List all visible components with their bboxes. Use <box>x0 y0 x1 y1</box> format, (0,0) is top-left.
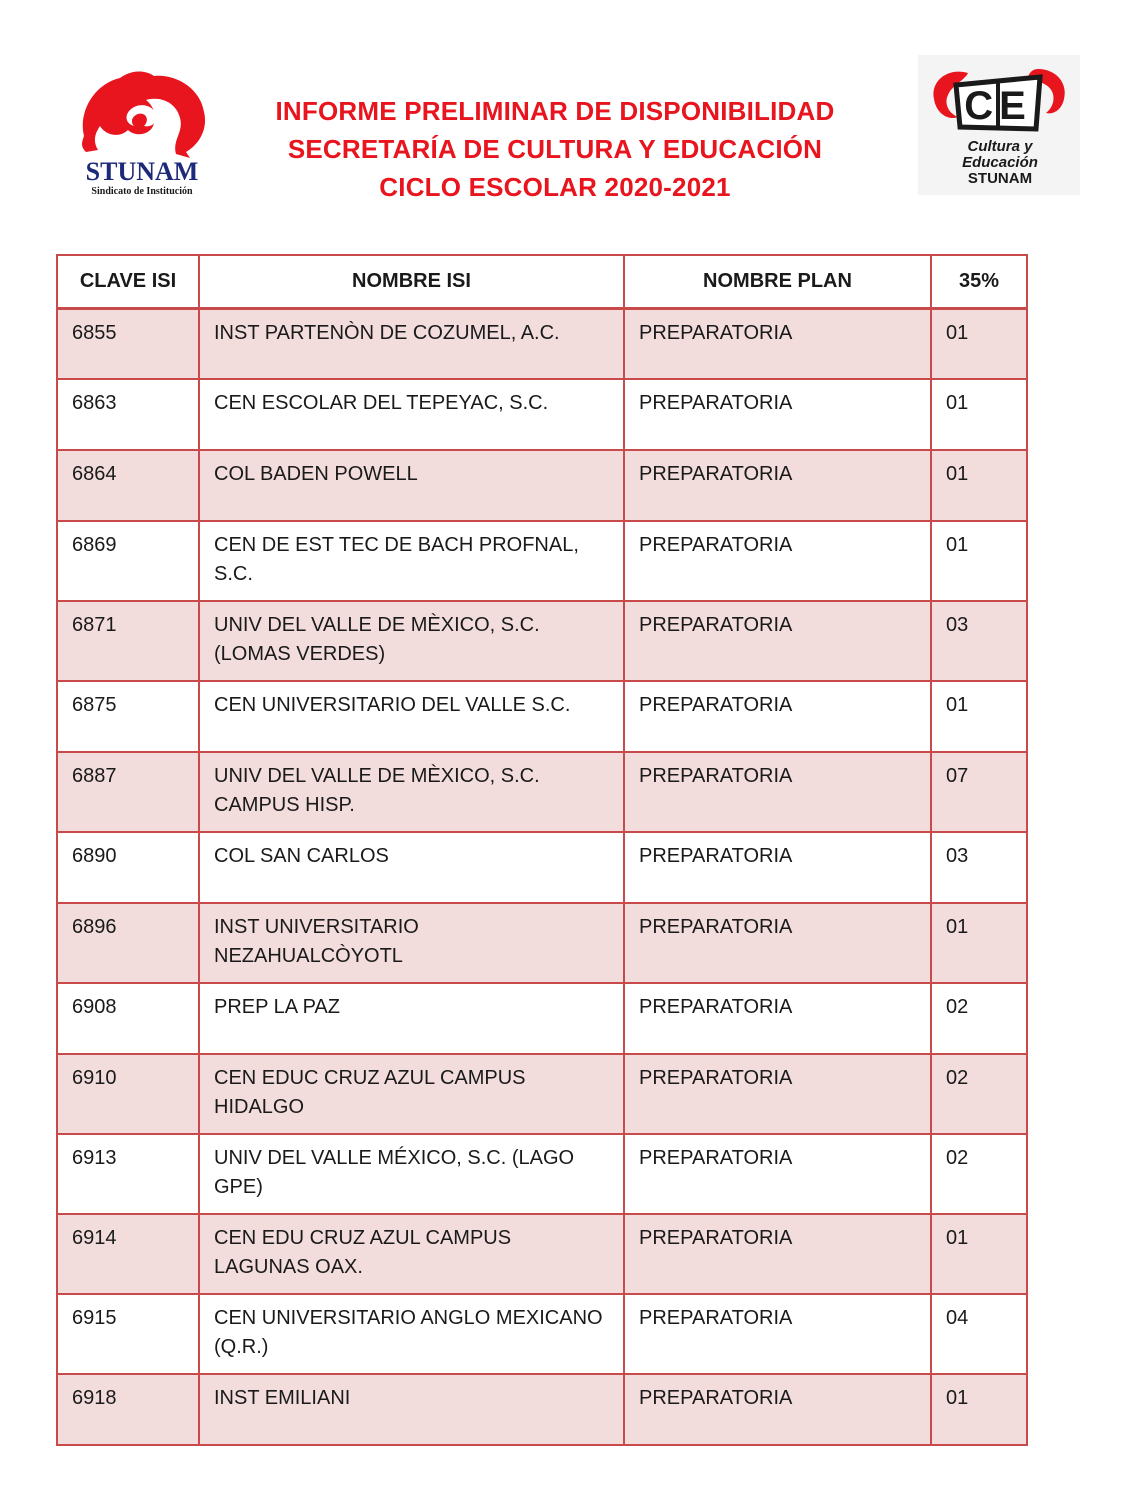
cell-35-percent: 01 <box>931 1374 1027 1445</box>
cell-35-percent: 01 <box>931 308 1027 379</box>
table-row <box>57 450 1027 521</box>
cell-35-percent: 02 <box>931 1134 1027 1214</box>
cell-35-percent: 07 <box>931 752 1027 832</box>
cell-35-percent: 01 <box>931 450 1027 521</box>
cell-35-percent: 03 <box>931 601 1027 681</box>
cell-nombre-plan: PREPARATORIA <box>624 521 931 601</box>
cell-35-percent: 01 <box>931 681 1027 752</box>
cell-35-percent: 04 <box>931 1294 1027 1374</box>
cell-nombre-isi: COL SAN CARLOS <box>199 832 624 903</box>
cell-nombre-plan: PREPARATORIA <box>624 308 931 379</box>
title-line-2: SECRETARÍA DE CULTURA Y EDUCACIÓN <box>287 134 823 164</box>
cell-nombre-isi: UNIV DEL VALLE MÉXICO, S.C. (LAGO GPE) <box>199 1134 624 1214</box>
table-row <box>57 1054 1027 1134</box>
cell-clave-isi: 6887 <box>57 752 199 832</box>
cell-clave-isi: 6890 <box>57 832 199 903</box>
ce-logo-letters: CE <box>964 84 1032 128</box>
column-header-nombre-isi: NOMBRE ISI <box>199 255 624 308</box>
cell-35-percent: 02 <box>931 1054 1027 1134</box>
cell-nombre-isi: CEN UNIVERSITARIO ANGLO MEXICANO (Q.R.) <box>199 1294 624 1374</box>
cell-nombre-plan: PREPARATORIA <box>624 1054 931 1134</box>
column-header-clave-isi: CLAVE ISI <box>57 255 199 308</box>
cell-clave-isi: 6910 <box>57 1054 199 1134</box>
table-row <box>57 379 1027 450</box>
cell-clave-isi: 6913 <box>57 1134 199 1214</box>
cell-nombre-isi: PREP LA PAZ <box>199 983 624 1054</box>
cell-nombre-isi: CEN EDUC CRUZ AZUL CAMPUS HIDALGO <box>199 1054 624 1134</box>
cell-clave-isi: 6875 <box>57 681 199 752</box>
table-row <box>57 521 1027 601</box>
cell-nombre-plan: PREPARATORIA <box>624 450 931 521</box>
title-line-1: INFORME PRELIMINAR DE DISPONIBILIDAD <box>275 96 835 126</box>
column-header-35-percent: 35% <box>931 255 1027 308</box>
table-header-row <box>57 255 1027 308</box>
cell-clave-isi: 6918 <box>57 1374 199 1445</box>
table-row <box>57 1374 1027 1445</box>
cell-clave-isi: 6871 <box>57 601 199 681</box>
table-row <box>57 983 1027 1054</box>
cell-nombre-plan: PREPARATORIA <box>624 1134 931 1214</box>
cell-35-percent: 02 <box>931 983 1027 1054</box>
cell-clave-isi: 6914 <box>57 1214 199 1294</box>
table-row <box>57 1214 1027 1294</box>
cell-nombre-isi: CEN ESCOLAR DEL TEPEYAC, S.C. <box>199 379 624 450</box>
cell-clave-isi: 6855 <box>57 308 199 379</box>
cell-nombre-plan: PREPARATORIA <box>624 601 931 681</box>
stunam-logo-subtext: Sindicato de Institución <box>91 186 193 197</box>
cell-35-percent: 01 <box>931 903 1027 983</box>
document-title <box>230 92 880 206</box>
ce-logo-line1: Cultura y <box>967 138 1033 155</box>
ce-logo-line3: STUNAM <box>967 170 1033 187</box>
cell-nombre-plan: PREPARATORIA <box>624 1214 931 1294</box>
table-row <box>57 1294 1027 1374</box>
cell-nombre-isi: CEN DE EST TEC DE BACH PROFNAL, S.C. <box>199 521 624 601</box>
cell-clave-isi: 6869 <box>57 521 199 601</box>
cell-nombre-isi: INST PARTENÒN DE COZUMEL, A.C. <box>199 308 624 379</box>
cell-35-percent: 03 <box>931 832 1027 903</box>
cell-nombre-isi: UNIV DEL VALLE DE MÈXICO, S.C. (LOMAS VERDES) <box>199 601 624 681</box>
cell-nombre-plan: PREPARATORIA <box>624 903 931 983</box>
cell-nombre-isi: INST EMILIANI <box>199 1374 624 1445</box>
ce-logo-line2: Educación <box>962 154 1038 171</box>
cell-nombre-plan: PREPARATORIA <box>624 983 931 1054</box>
cell-35-percent: 01 <box>931 1214 1027 1294</box>
cell-nombre-plan: PREPARATORIA <box>624 681 931 752</box>
cell-35-percent: 01 <box>931 379 1027 450</box>
availability-table <box>56 254 1028 1446</box>
cell-clave-isi: 6915 <box>57 1294 199 1374</box>
column-header-nombre-plan: NOMBRE PLAN <box>624 255 931 308</box>
table-row <box>57 752 1027 832</box>
cell-nombre-isi: COL BADEN POWELL <box>199 450 624 521</box>
table-row <box>57 1134 1027 1214</box>
cultura-educacion-logo-icon <box>918 55 1080 195</box>
cell-nombre-plan: PREPARATORIA <box>624 1374 931 1445</box>
page-header <box>0 0 1125 230</box>
table-row <box>57 308 1027 379</box>
cell-nombre-isi: CEN UNIVERSITARIO DEL VALLE S.C. <box>199 681 624 752</box>
table-row <box>57 681 1027 752</box>
cell-clave-isi: 6864 <box>57 450 199 521</box>
stunam-logo-text: STUNAM <box>85 157 199 186</box>
cell-nombre-isi: UNIV DEL VALLE DE MÈXICO, S.C. CAMPUS HISP. <box>199 752 624 832</box>
title-line-3: CICLO ESCOLAR 2020-2021 <box>379 172 731 202</box>
cell-nombre-plan: PREPARATORIA <box>624 379 931 450</box>
cell-nombre-isi: CEN EDU CRUZ AZUL CAMPUS LAGUNAS OAX. <box>199 1214 624 1294</box>
table-row <box>57 601 1027 681</box>
cell-clave-isi: 6896 <box>57 903 199 983</box>
table-row <box>57 903 1027 983</box>
table-row <box>57 832 1027 903</box>
cell-nombre-isi: INST UNIVERSITARIO NEZAHUALCÒYOTL <box>199 903 624 983</box>
cell-clave-isi: 6908 <box>57 983 199 1054</box>
cell-clave-isi: 6863 <box>57 379 199 450</box>
stunam-logo-icon <box>72 66 212 198</box>
cell-nombre-plan: PREPARATORIA <box>624 832 931 903</box>
cell-nombre-plan: PREPARATORIA <box>624 752 931 832</box>
cell-nombre-plan: PREPARATORIA <box>624 1294 931 1374</box>
cell-35-percent: 01 <box>931 521 1027 601</box>
